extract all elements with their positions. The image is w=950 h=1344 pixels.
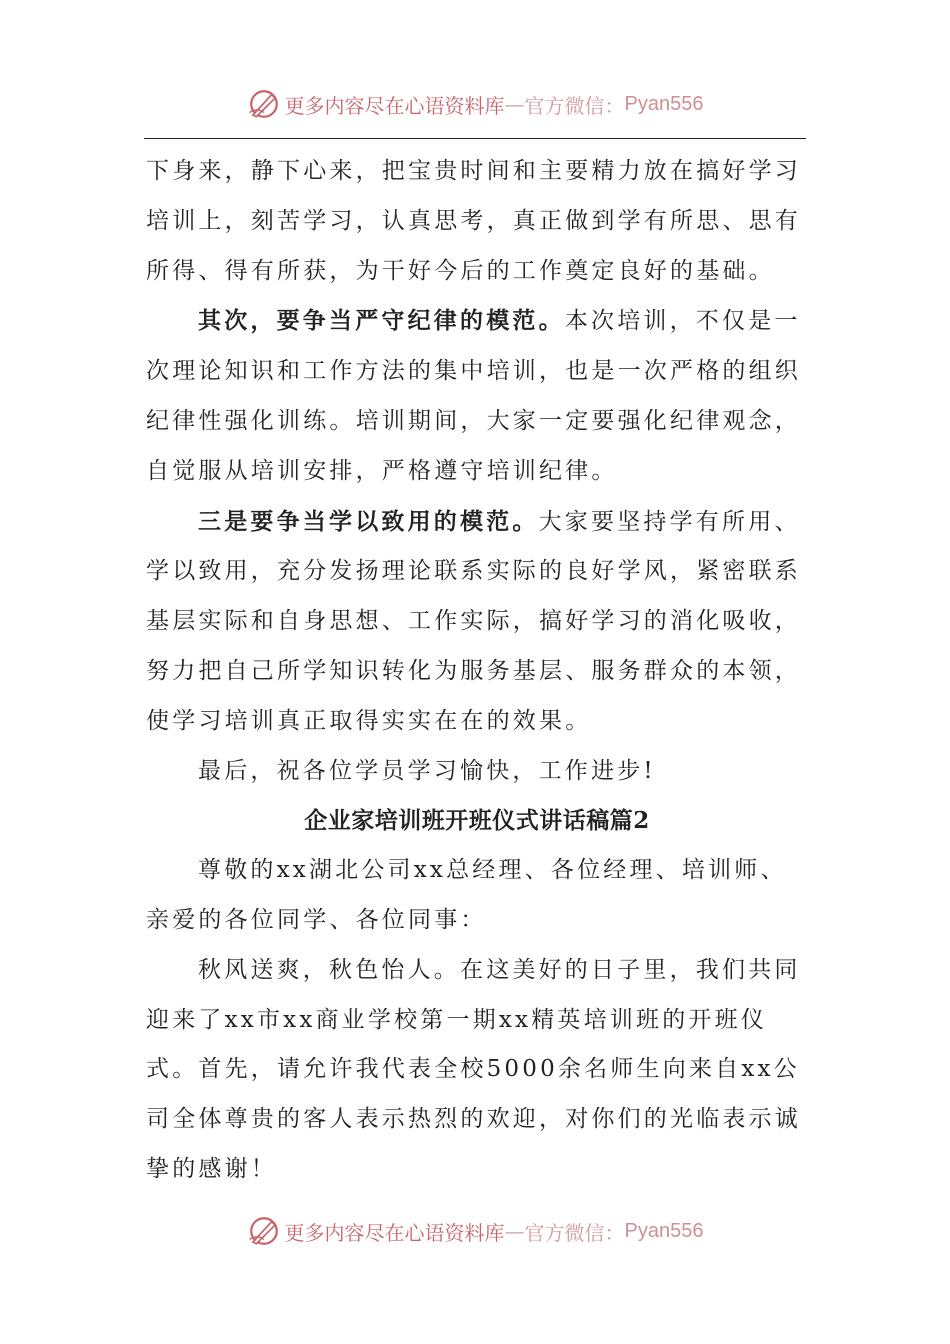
paragraph-text: 最后，祝各位学员学习愉快，工作进步! [198, 757, 656, 784]
body-text [146, 147, 808, 1195]
watermark-main-text: 更多内容尽在心语资料库 [284, 1220, 505, 1245]
paragraph-salutation [146, 846, 808, 946]
paragraph-heading: 其次，要争当严守纪律的模范。 [198, 307, 565, 335]
watermark-id: Pyan556 [624, 92, 704, 115]
watermark-id: Pyan556 [624, 1219, 704, 1242]
paragraph-discipline [146, 296, 808, 496]
paragraph-text: 本次培训，不仅是一次理论知识和工作方法的集中培训，也是一次严格的组织纪律性强化训练。培训期间，大家一定要强化纪律观念，自觉服从培训安排，严格遵守培训纪律。 [146, 308, 801, 484]
paragraph-welcome [146, 946, 808, 1195]
footer-watermark [0, 1211, 950, 1251]
watermark-separator: — [504, 92, 525, 116]
paragraph-closing [146, 747, 808, 797]
paragraph-text: 秋风送爽，秋色怡人。在这美好的日子里，我们共同迎来了xx市xx商业学校第一期xx精英培训班的开班仪式。首先，请允许我代表全校5000余名师生向来自xx公司全体尊贵的客人表示热烈的欢迎，对你们的光临表示诚挚的感谢！ [146, 956, 801, 1182]
watermark-sub-text: 官方微信： [524, 1220, 625, 1245]
paragraph-application [146, 497, 808, 747]
paragraph-heading: 三是要争当学以致用的模范。 [198, 507, 539, 535]
paragraph-text: 尊敬的xx湖北公司xx总经理、各位经理、培训师、亲爱的各位同学、各位同事： [146, 857, 787, 933]
paragraph-text: 大家要坚持学有所用、学以致用，充分发扬理论联系实际的良好学风，紧密联系基层实际和自身思想、工作实际，搞好学习的消化吸收，努力把自己所学知识转化为服务基层、服务群众的本领，使学习培训真正取得实实在在的效果。 [146, 508, 801, 734]
section-title: 企业家培训班开班仪式讲话稿篇2 [304, 807, 650, 835]
watermark-sub-text: 官方微信： [524, 93, 625, 118]
watermark-main-text: 更多内容尽在心语资料库 [284, 93, 505, 118]
paragraph-continuation [146, 147, 808, 296]
header-watermark [0, 84, 950, 124]
header-rule [144, 138, 806, 139]
pen-logo-icon [247, 1214, 281, 1248]
paragraph-text: 下身来，静下心来，把宝贵时间和主要精力放在搞好学习培训上，刻苦学习，认真思考，真正做到学有所思、思有所得、得有所获，为干好今后的工作奠定良好的基础。 [146, 158, 801, 284]
watermark-separator: — [504, 1219, 525, 1243]
pen-logo-icon [247, 87, 281, 121]
